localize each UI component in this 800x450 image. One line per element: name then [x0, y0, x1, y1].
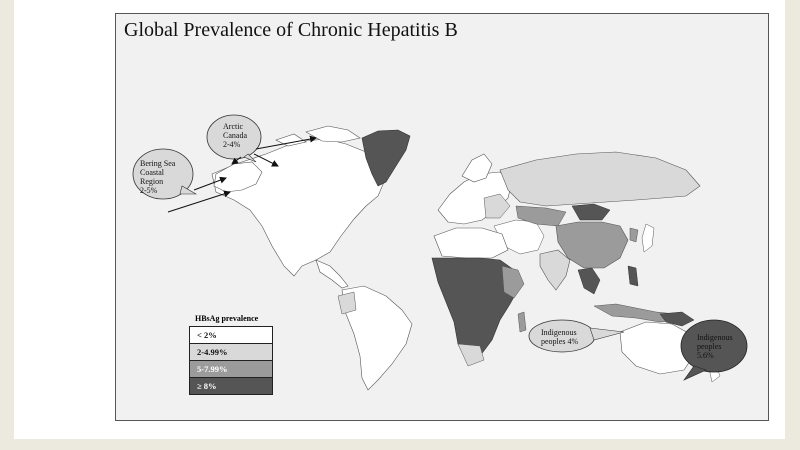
- indigenous-au-callout-text: [541, 328, 578, 346]
- north-africa: [434, 228, 508, 258]
- mongolia: [572, 204, 610, 220]
- philippines: [628, 266, 638, 286]
- bering-callout-line: Region: [140, 177, 164, 186]
- southeast-asia: [578, 268, 600, 294]
- indigenous-nz-callout-text: [697, 333, 733, 360]
- korea: [630, 228, 638, 242]
- japan: [642, 224, 654, 252]
- indigenous-nz-callout-line: 5.6%: [697, 351, 714, 360]
- bering-callout-line: 2-5%: [140, 186, 158, 195]
- arctic-callout-line: 2-4%: [223, 140, 241, 149]
- legend-item: 2-4.99%: [189, 343, 273, 361]
- legend-item: 5-7.99%: [189, 360, 273, 378]
- map-panel: [115, 13, 769, 421]
- legend: [189, 314, 273, 395]
- bering-callout-line: Coastal: [140, 168, 164, 177]
- indigenous-nz-callout-line: peoples: [697, 342, 722, 351]
- amazon-region: [338, 292, 356, 314]
- arctic-callout-line: Arctic: [223, 122, 243, 131]
- indigenous-au-callout-line: Indigenous: [541, 328, 577, 337]
- bering-callout-line: Bering Sea: [140, 159, 176, 168]
- southern-africa: [458, 344, 484, 366]
- arctic-callout-line: Canada: [223, 131, 247, 140]
- legend-item: < 2%: [189, 326, 273, 344]
- arctic-callout-text: [223, 122, 247, 149]
- central-america: [316, 260, 348, 288]
- indigenous-nz-callout-line: Indigenous: [697, 333, 733, 342]
- india: [540, 250, 570, 290]
- madagascar: [518, 312, 526, 332]
- indigenous-au-callout-line: peoples 4%: [541, 337, 579, 346]
- bering-callout-text: [140, 159, 175, 195]
- map-title: Global Prevalence of Chronic Hepatitis B: [124, 19, 458, 41]
- legend-item: ≥ 8%: [189, 377, 273, 395]
- indigenous-au-callout-tail: [590, 328, 624, 340]
- legend-title: HBsAg prevalence: [195, 314, 259, 323]
- russia: [500, 152, 700, 206]
- slide: [14, 0, 785, 439]
